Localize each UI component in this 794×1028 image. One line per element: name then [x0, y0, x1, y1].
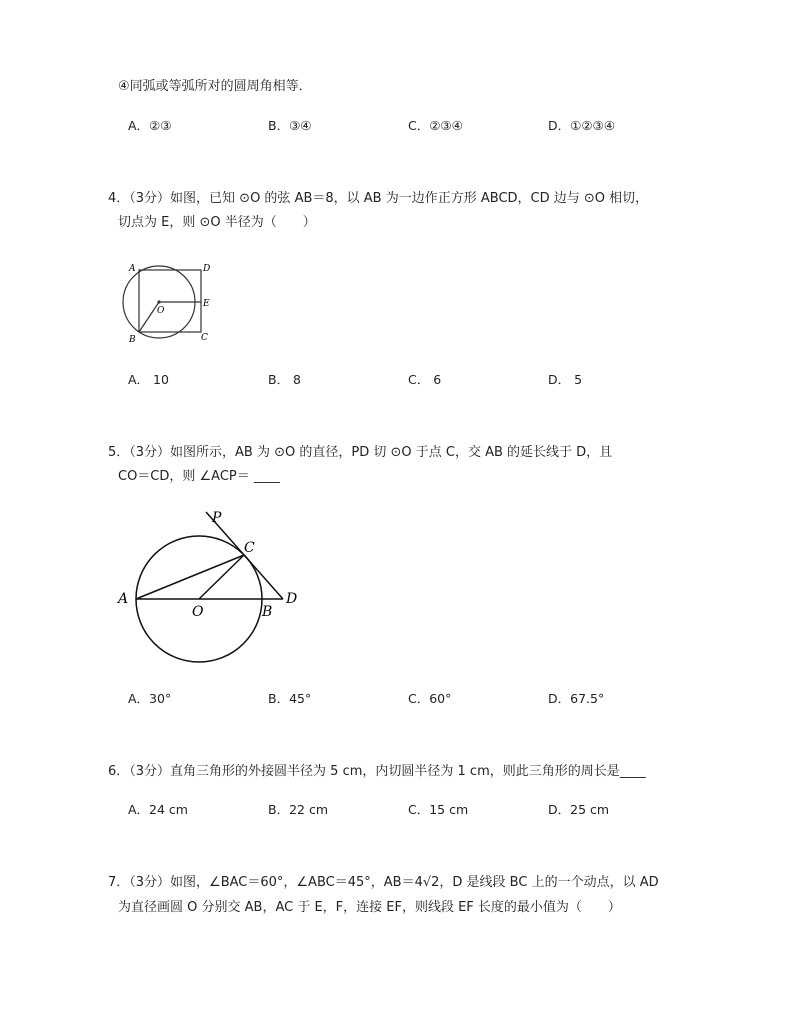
q6-option-d[interactable]: D．25 cm	[548, 802, 610, 817]
q4-label-e: E	[203, 299, 210, 309]
q4-option-b[interactable]: B． 8	[268, 372, 302, 387]
q4-label-o: O	[157, 306, 165, 316]
q5-label-b: B	[262, 604, 273, 620]
q4-option-a[interactable]: A． 10	[128, 372, 169, 387]
q5-line-ac	[136, 555, 244, 599]
q4-figure	[115, 260, 225, 350]
q5-option-d[interactable]: D．67.5°	[548, 691, 605, 706]
q4-option-c[interactable]: C． 6	[408, 372, 442, 387]
q6-text-line1: 6．（3分）直角三角形的外接圆半径为 5 cm，内切圆半径为 1 cm，则此三角形的周长是____	[108, 764, 646, 779]
q4-option-d[interactable]: D． 5	[548, 372, 583, 387]
q4-square	[139, 270, 201, 332]
q6-option-a[interactable]: A．24 cm	[128, 802, 188, 817]
q4-text-line1: 4．（3分）如图，已知 ⊙O 的弦 AB＝8，以 AB 为一边作正方形 ABCD，CD 边与 ⊙O 相切，	[108, 191, 649, 206]
q5-label-o: O	[192, 604, 204, 620]
q5-label-a: A	[118, 591, 129, 607]
q5-option-c[interactable]: C．60°	[408, 691, 452, 706]
q5-line-oc	[199, 555, 244, 599]
q4-center-dot	[157, 300, 160, 303]
q7-text-line2: 为直径画圆 O 分别交 AB，AC 于 E，F，连接 EF，则线段 EF 长度的最小值为（ ）	[118, 900, 621, 915]
q5-option-b[interactable]: B．45°	[268, 691, 312, 706]
q3-option-d[interactable]: D．①②③④	[548, 118, 615, 133]
q3-option-c[interactable]: C．②③④	[408, 118, 463, 133]
q5-label-d: D	[286, 591, 298, 607]
q6-option-b[interactable]: B．22 cm	[268, 802, 329, 817]
q5-figure	[110, 500, 310, 670]
q5-label-p: P	[212, 510, 222, 526]
q4-label-a: A	[129, 264, 136, 274]
q4-label-d: D	[203, 264, 211, 274]
q4-label-c: C	[201, 333, 208, 343]
q4-text-line2: 切点为 E，则 ⊙O 半径为（ ）	[118, 215, 316, 230]
q6-option-c[interactable]: C．15 cm	[408, 802, 469, 817]
q5-option-a[interactable]: A．30°	[128, 691, 172, 706]
q5-label-c: C	[244, 540, 255, 556]
q5-text-line1: 5．（3分）如图所示，AB 为 ⊙O 的直径，PD 切 ⊙O 于点 C，交 AB 的延长线于 D，且	[108, 445, 613, 460]
q7-text-line1: 7．（3分）如图，∠BAC＝60°，∠ABC＝45°，AB＝4√2，D 是线段 BC 上的一个动点，以 AD	[108, 875, 659, 890]
q3-option-a[interactable]: A．②③	[128, 118, 172, 133]
q4-line-ob	[139, 302, 159, 332]
statement-4: ④同弧或等弧所对的圆周角相等．	[118, 79, 312, 94]
q3-option-b[interactable]: B．③④	[268, 118, 312, 133]
q4-label-b: B	[129, 335, 136, 345]
q5-text-line2: CO＝CD，则 ∠ACP＝ ____	[118, 469, 280, 484]
